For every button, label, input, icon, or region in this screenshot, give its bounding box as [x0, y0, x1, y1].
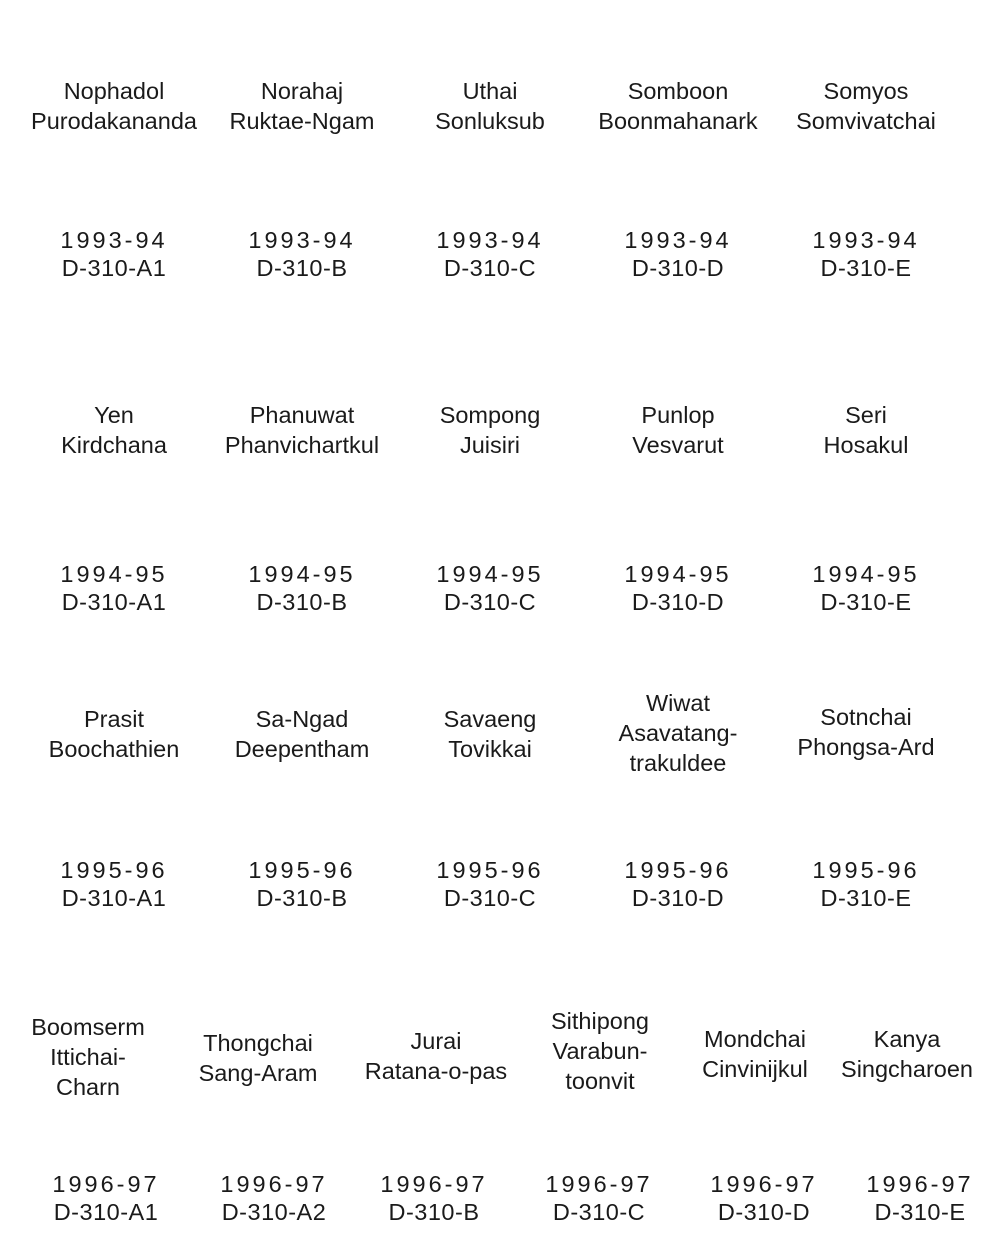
person-name: [824, 1012, 990, 1102]
name-line: Nophadol: [63, 78, 165, 104]
season-year: 1993-94: [436, 227, 544, 253]
name-line: Tovikkai: [448, 736, 532, 762]
season-year: 1995-96: [60, 857, 168, 883]
person-code: [20, 560, 208, 616]
person-name: [396, 400, 584, 460]
name-line: Prasit: [83, 706, 145, 732]
catalog-id: D-310-D: [631, 885, 725, 911]
person-code: [772, 856, 960, 912]
person-name: [396, 688, 584, 778]
season-year: 1996-97: [866, 1171, 974, 1197]
name-line: Singcharoen: [841, 1056, 973, 1082]
person-name: [772, 400, 960, 460]
name-line: Norahaj: [260, 78, 344, 104]
catalog-id: D-310-E: [820, 885, 912, 911]
names-row-1994-95: [20, 400, 960, 460]
catalog-id: D-310-D: [717, 1199, 811, 1225]
season-year: 1996-97: [380, 1171, 488, 1197]
name-line: Sotnchai: [820, 704, 912, 730]
season-year: 1994-95: [248, 561, 356, 587]
name-line: Somboon: [627, 78, 729, 104]
catalog-id: D-310-D: [631, 589, 725, 615]
name-line: Somyos: [823, 78, 909, 104]
name-line: Vesvarut: [632, 432, 724, 458]
name-line: Savaeng: [443, 706, 537, 732]
person-name: [686, 1012, 824, 1102]
name-line: Mondchai: [704, 1026, 806, 1052]
person-code: [18, 1170, 194, 1226]
name-line: Punlop: [641, 402, 715, 428]
person-code: [208, 856, 396, 912]
name-line: Purodakananda: [31, 108, 197, 134]
catalog-id: D-310-C: [443, 255, 537, 281]
catalog-id: D-310-D: [631, 255, 725, 281]
catalog-id: D-310-C: [552, 1199, 646, 1225]
catalog-id: D-310-B: [256, 589, 348, 615]
codes-row-1995-96: [20, 856, 960, 912]
season-year: 1996-97: [52, 1171, 160, 1197]
name-line: Seri: [845, 402, 887, 428]
name-line: Boomserm: [31, 1014, 145, 1040]
catalog-id: D-310-A2: [221, 1199, 327, 1225]
name-line: Yen: [94, 402, 134, 428]
person-code: [396, 226, 584, 282]
name-line: Jurai: [410, 1028, 462, 1054]
person-code: [584, 560, 772, 616]
season-year: 1996-97: [545, 1171, 653, 1197]
catalog-id: D-310-A1: [53, 1199, 159, 1225]
names-row-1995-96: [20, 688, 960, 778]
name-line: Ruktae-Ngam: [229, 108, 375, 134]
name-line: Phongsa-Ard: [797, 734, 935, 760]
name-line: Ittichai-: [50, 1044, 126, 1070]
name-line: Boochathien: [48, 736, 180, 762]
season-year: 1996-97: [220, 1171, 328, 1197]
name-line: Varabun-: [552, 1038, 648, 1064]
season-year: 1995-96: [436, 857, 544, 883]
codes-row-1994-95: [20, 560, 960, 616]
person-code: [772, 226, 960, 282]
names-row-1993-94: [20, 76, 960, 136]
person-name: [20, 688, 208, 778]
person-code: [684, 1170, 844, 1226]
person-code: [208, 560, 396, 616]
name-line: Charn: [55, 1074, 120, 1100]
name-line: Kanya: [873, 1026, 941, 1052]
season-year: 1996-97: [710, 1171, 818, 1197]
season-year: 1993-94: [812, 227, 920, 253]
catalog-id: D-310-A1: [61, 589, 167, 615]
name-line: Cinvinijkul: [702, 1056, 808, 1082]
person-code: [20, 226, 208, 282]
catalog-id: D-310-B: [256, 885, 348, 911]
catalog-id: D-310-A1: [61, 255, 167, 281]
name-line: Asavatang-: [618, 720, 738, 746]
name-line: Deepentham: [234, 736, 370, 762]
season-year: 1994-95: [624, 561, 732, 587]
catalog-id: D-310-B: [256, 255, 348, 281]
person-code: [584, 856, 772, 912]
person-name: [358, 1012, 514, 1102]
name-line: Ratana-o-pas: [364, 1058, 508, 1084]
name-line: Uthai: [462, 78, 518, 104]
season-year: 1993-94: [248, 227, 356, 253]
person-code: [208, 226, 396, 282]
name-line: Sithipong: [551, 1008, 649, 1034]
person-code: [772, 560, 960, 616]
name-line: Phanuwat: [249, 402, 355, 428]
person-name: [772, 688, 960, 778]
season-year: 1995-96: [624, 857, 732, 883]
person-name: [20, 400, 208, 460]
catalog-id: D-310-B: [388, 1199, 480, 1225]
person-name: [208, 76, 396, 136]
person-name: [158, 1012, 358, 1102]
person-name: [584, 688, 772, 778]
person-name: [20, 76, 208, 136]
catalog-id: D-310-C: [443, 885, 537, 911]
codes-row-1993-94: [20, 226, 960, 282]
person-name: [584, 400, 772, 460]
name-line: Sonluksub: [435, 108, 545, 134]
person-code: [396, 856, 584, 912]
person-code: [354, 1170, 514, 1226]
season-year: 1994-95: [812, 561, 920, 587]
catalog-id: D-310-E: [820, 255, 912, 281]
season-year: 1995-96: [812, 857, 920, 883]
codes-row-1996-97: [18, 1170, 996, 1226]
season-year: 1994-95: [436, 561, 544, 587]
person-name: [208, 688, 396, 778]
person-code: [584, 226, 772, 282]
name-line: Sa-Ngad: [255, 706, 349, 732]
catalog-id: D-310-E: [820, 589, 912, 615]
catalog-id: D-310-E: [874, 1199, 966, 1225]
season-year: 1993-94: [60, 227, 168, 253]
name-line: Wiwat: [646, 690, 710, 716]
name-line: Kirdchana: [61, 432, 167, 458]
name-line: trakuldee: [629, 750, 727, 776]
name-line: Juisiri: [459, 432, 521, 458]
name-line: Thongchai: [203, 1030, 313, 1056]
season-year: 1995-96: [248, 857, 356, 883]
name-line: Hosakul: [823, 432, 909, 458]
person-name: [208, 400, 396, 460]
person-code: [396, 560, 584, 616]
name-line: Boonmahanark: [598, 108, 758, 134]
catalog-id: D-310-A1: [61, 885, 167, 911]
person-name: [18, 1012, 158, 1102]
names-row-1996-97: [18, 1008, 996, 1102]
person-code: [844, 1170, 996, 1226]
name-line: toonvit: [565, 1068, 635, 1094]
person-name: [584, 76, 772, 136]
name-line: Sang-Aram: [198, 1060, 318, 1086]
season-year: 1994-95: [60, 561, 168, 587]
person-code: [514, 1170, 684, 1226]
person-name: [396, 76, 584, 136]
season-year: 1993-94: [624, 227, 732, 253]
person-code: [20, 856, 208, 912]
person-code: [194, 1170, 354, 1226]
name-line: Phanvichartkul: [224, 432, 380, 458]
name-line: Sompong: [439, 402, 541, 428]
catalog-id: D-310-C: [443, 589, 537, 615]
person-name: [514, 1006, 686, 1102]
person-name: [772, 76, 960, 136]
name-line: Somvivatchai: [796, 108, 936, 134]
